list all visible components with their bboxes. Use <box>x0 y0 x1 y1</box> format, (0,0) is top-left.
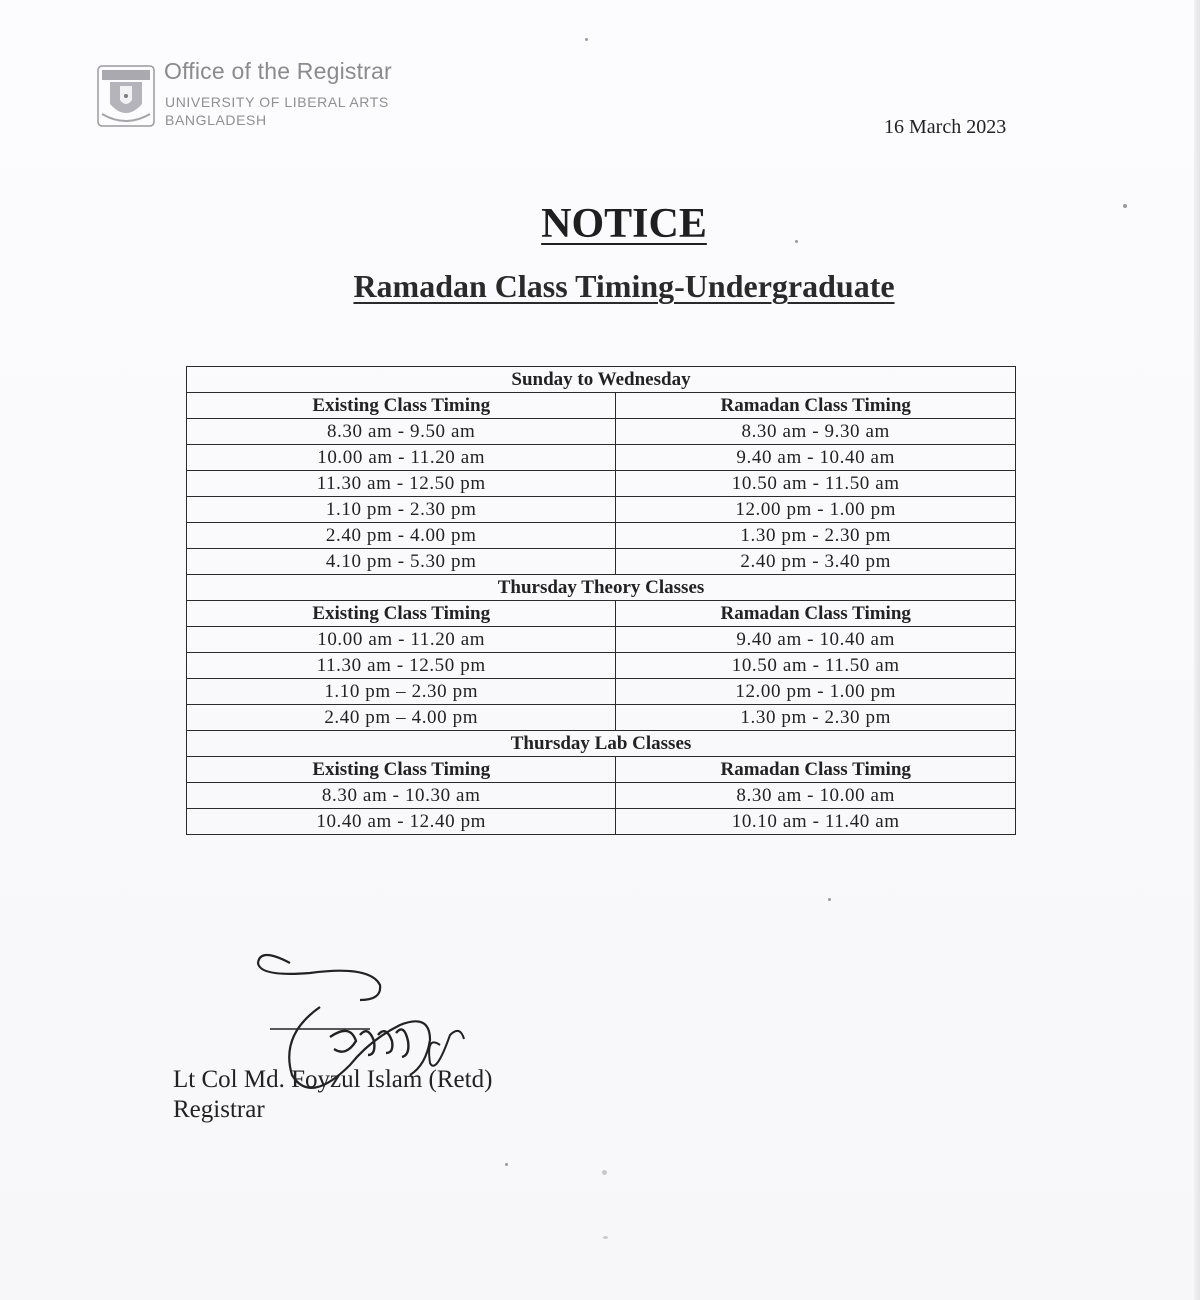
table-row <box>187 627 1016 653</box>
office-title: Office of the Registrar <box>164 58 392 84</box>
existing-timing-cell: 1.10 pm – 2.30 pm <box>187 679 616 705</box>
existing-timing-header: Existing Class Timing <box>187 757 616 783</box>
university-crest-icon <box>96 62 156 130</box>
column-header-row <box>187 757 1016 783</box>
existing-timing-cell: 11.30 am - 12.50 pm <box>187 471 616 497</box>
ramadan-timing-cell: 10.50 am - 11.50 am <box>616 471 1016 497</box>
table-row <box>187 653 1016 679</box>
ramadan-timing-header: Ramadan Class Timing <box>616 757 1016 783</box>
scan-speck <box>585 38 588 41</box>
ramadan-timing-cell: 8.30 am - 9.30 am <box>616 419 1016 445</box>
section-header-row <box>187 731 1016 757</box>
existing-timing-cell: 8.30 am - 9.50 am <box>187 419 616 445</box>
ramadan-timing-cell: 2.40 pm - 3.40 pm <box>616 549 1016 575</box>
ramadan-timing-header: Ramadan Class Timing <box>616 393 1016 419</box>
table-row <box>187 471 1016 497</box>
table-row <box>187 445 1016 471</box>
existing-timing-cell: 4.10 pm - 5.30 pm <box>187 549 616 575</box>
scan-speck <box>603 1236 608 1239</box>
notice-date: 16 March 2023 <box>884 116 1007 138</box>
table-row <box>187 705 1016 731</box>
scan-edge <box>1194 0 1200 1300</box>
existing-timing-cell: 10.00 am - 11.20 am <box>187 627 616 653</box>
existing-timing-cell: 10.40 am - 12.40 pm <box>187 809 616 835</box>
notice-subtitle: Ramadan Class Timing-Undergraduate <box>353 268 895 304</box>
signatory-title: Registrar <box>173 1096 265 1123</box>
table-row <box>187 523 1016 549</box>
table-row <box>187 783 1016 809</box>
ramadan-timing-cell: 1.30 pm - 2.30 pm <box>616 705 1016 731</box>
scan-speck <box>828 898 831 901</box>
table-row <box>187 497 1016 523</box>
timing-table <box>186 366 1016 835</box>
ramadan-timing-cell: 12.00 pm - 1.00 pm <box>616 497 1016 523</box>
scan-speck <box>1123 204 1127 208</box>
ramadan-timing-cell: 10.50 am - 11.50 am <box>616 653 1016 679</box>
scan-speck <box>505 1163 508 1166</box>
ramadan-timing-cell: 1.30 pm - 2.30 pm <box>616 523 1016 549</box>
section-title: Thursday Lab Classes <box>187 731 1016 757</box>
scan-speck <box>602 1170 607 1175</box>
university-name: UNIVERSITY OF LIBERAL ARTS <box>165 94 389 110</box>
table-row <box>187 679 1016 705</box>
existing-timing-cell: 2.40 pm – 4.00 pm <box>187 705 616 731</box>
ramadan-timing-cell: 9.40 am - 10.40 am <box>616 445 1016 471</box>
university-country: BANGLADESH <box>165 112 267 128</box>
scan-speck <box>795 240 798 243</box>
table-row <box>187 549 1016 575</box>
ramadan-timing-cell: 10.10 am - 11.40 am <box>616 809 1016 835</box>
ramadan-timing-cell: 12.00 pm - 1.00 pm <box>616 679 1016 705</box>
existing-timing-cell: 1.10 pm - 2.30 pm <box>187 497 616 523</box>
ramadan-timing-header: Ramadan Class Timing <box>616 601 1016 627</box>
section-header-row <box>187 367 1016 393</box>
table-row <box>187 809 1016 835</box>
section-title: Thursday Theory Classes <box>187 575 1016 601</box>
existing-timing-header: Existing Class Timing <box>187 393 616 419</box>
table-row <box>187 419 1016 445</box>
existing-timing-cell: 2.40 pm - 4.00 pm <box>187 523 616 549</box>
signatory-name: Lt Col Md. Foyzul Islam (Retd) <box>173 1066 493 1093</box>
ramadan-timing-cell: 8.30 am - 10.00 am <box>616 783 1016 809</box>
notice-heading: NOTICE <box>541 201 707 247</box>
section-header-row <box>187 575 1016 601</box>
existing-timing-cell: 11.30 am - 12.50 pm <box>187 653 616 679</box>
column-header-row <box>187 393 1016 419</box>
ramadan-timing-cell: 9.40 am - 10.40 am <box>616 627 1016 653</box>
section-title: Sunday to Wednesday <box>187 367 1016 393</box>
existing-timing-cell: 10.00 am - 11.20 am <box>187 445 616 471</box>
existing-timing-cell: 8.30 am - 10.30 am <box>187 783 616 809</box>
column-header-row <box>187 601 1016 627</box>
existing-timing-header: Existing Class Timing <box>187 601 616 627</box>
